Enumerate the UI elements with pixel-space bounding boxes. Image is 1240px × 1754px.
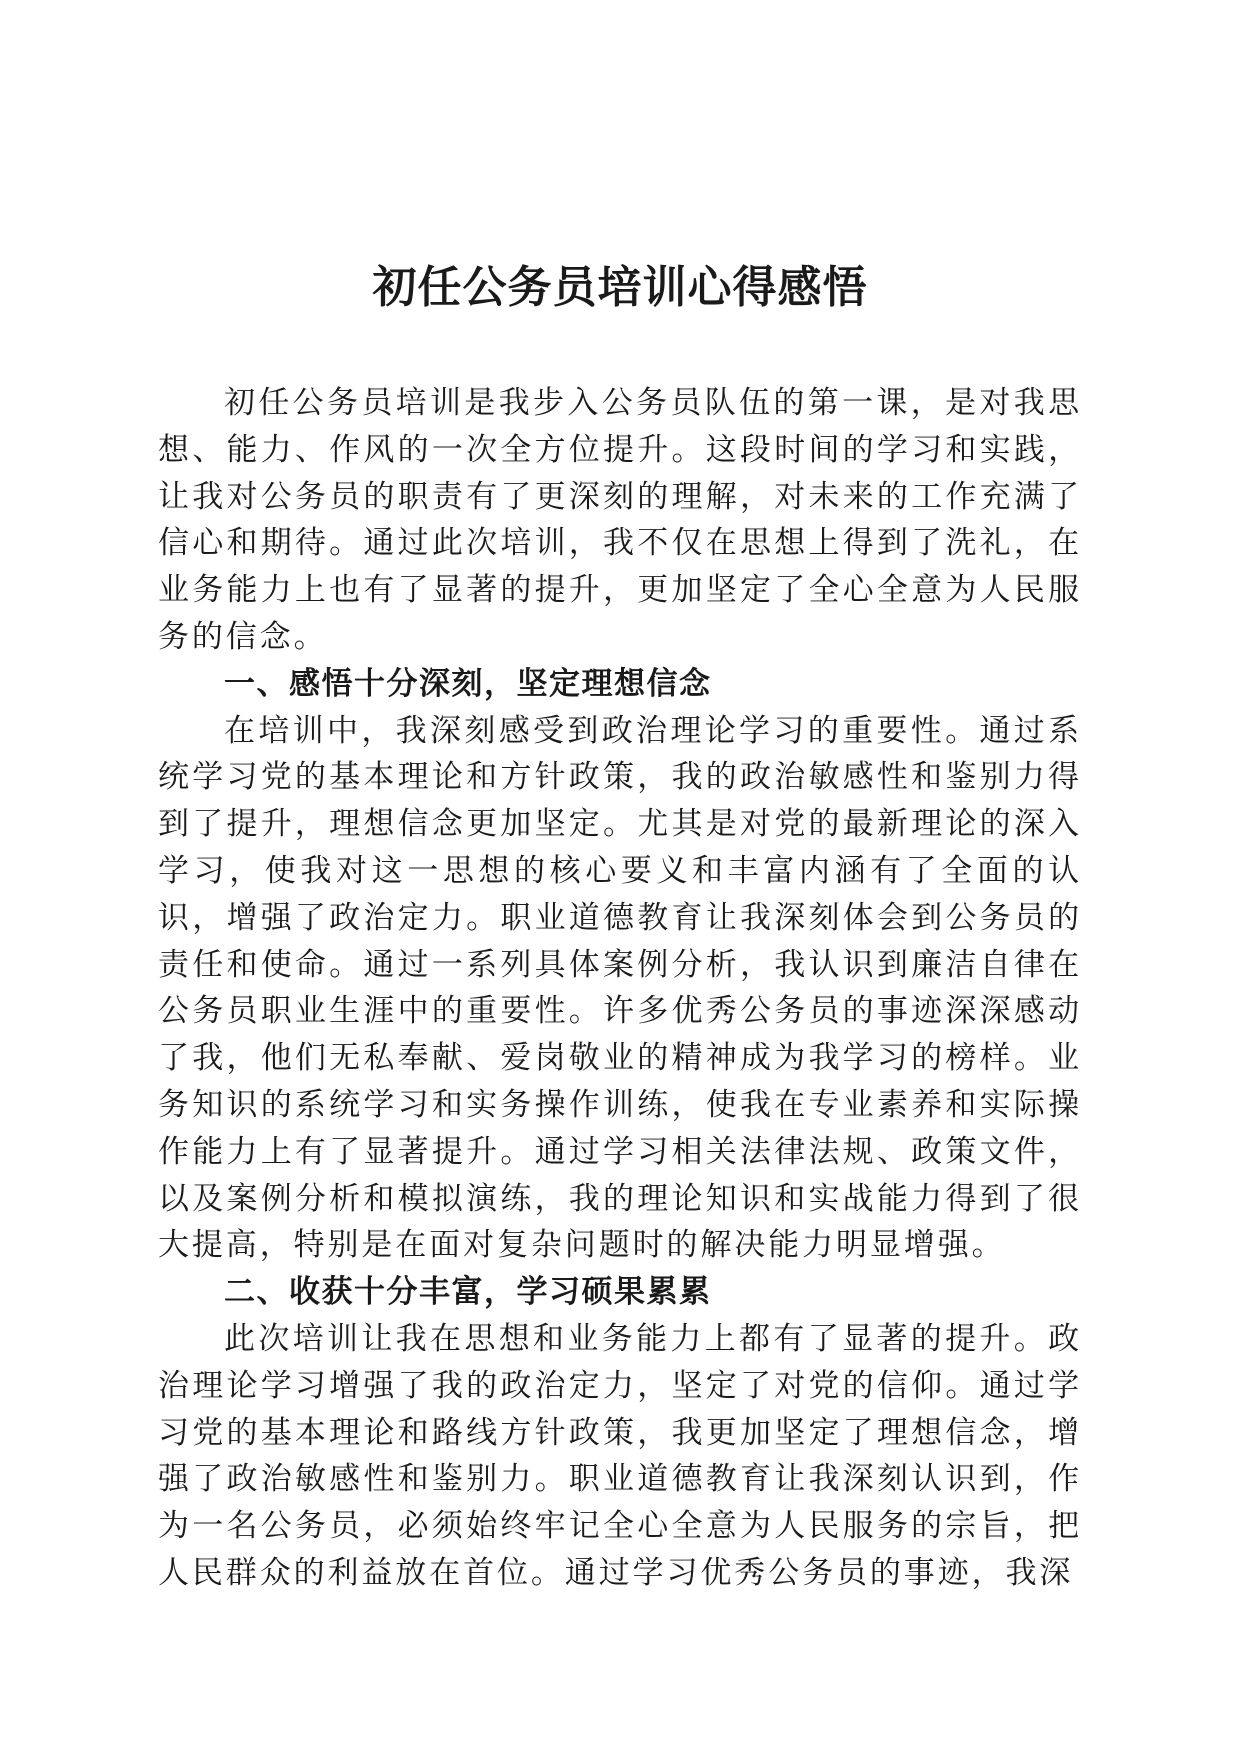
- section-1-paragraph: 在培训中，我深刻感受到政治理论学习的重要性。通过系统学习党的基本理论和方针政策，我的政治敏感性和鉴别力得到了提升，理想信念更加坚定。尤其是对党的最新理论的深入学习，使我对这一思想的核心要义和丰富内涵有了全面的认识，增强了政治定力。职业道德教育让我深刻体会到公务员的责任和使命。通过一系列具体案例分析，我认识到廉洁自律在公务员职业生涯中的重要性。许多优秀公务员的事迹深深感动了我，他们无私奉献、爱岗敬业的精神成为我学习的榜样。业务知识的系统学习和实务操作训练，使我在专业素养和实际操作能力上有了显著提升。通过学习相关法律法规、政策文件，以及案例分析和模拟演练，我的理论知识和实战能力得到了很大提高，特别是在面对复杂问题时的解决能力明显增强。: [158, 712, 1082, 1264]
- section-2-paragraph: 此次培训让我在思想和业务能力上都有了显著的提升。政治理论学习增强了我的政治定力，坚定了对党的信仰。通过学习党的基本理论和路线方针政策，我更加坚定了理想信念，增强了政治敏感性和鉴别力。职业道德教育让我深刻认识到，作为一名公务员，必须始终牢记全心全意为人民服务的宗旨，把人民群众的利益放在首位。通过学习优秀公务员的事迹，我深: [158, 1320, 1082, 1591]
- document-body: [158, 380, 1082, 1597]
- document-title: 初任公务员培训心得感悟: [372, 262, 868, 313]
- intro-paragraph: 初任公务员培训是我步入公务员队伍的第一课，是对我思想、能力、作风的一次全方位提升。这段时间的学习和实践，让我对公务员的职责有了更深刻的理解，对未来的工作充满了信心和期待。通过此次培训，我不仅在思想上得到了洗礼，在业务能力上也有了显著的提升，更加坚定了全心全意为人民服务的信念。: [158, 385, 1082, 655]
- section-heading-1: 一、感悟十分深刻，坚定理想信念: [224, 665, 712, 702]
- section-heading-2: 二、收获十分丰富，学习硕果累累: [224, 1274, 712, 1311]
